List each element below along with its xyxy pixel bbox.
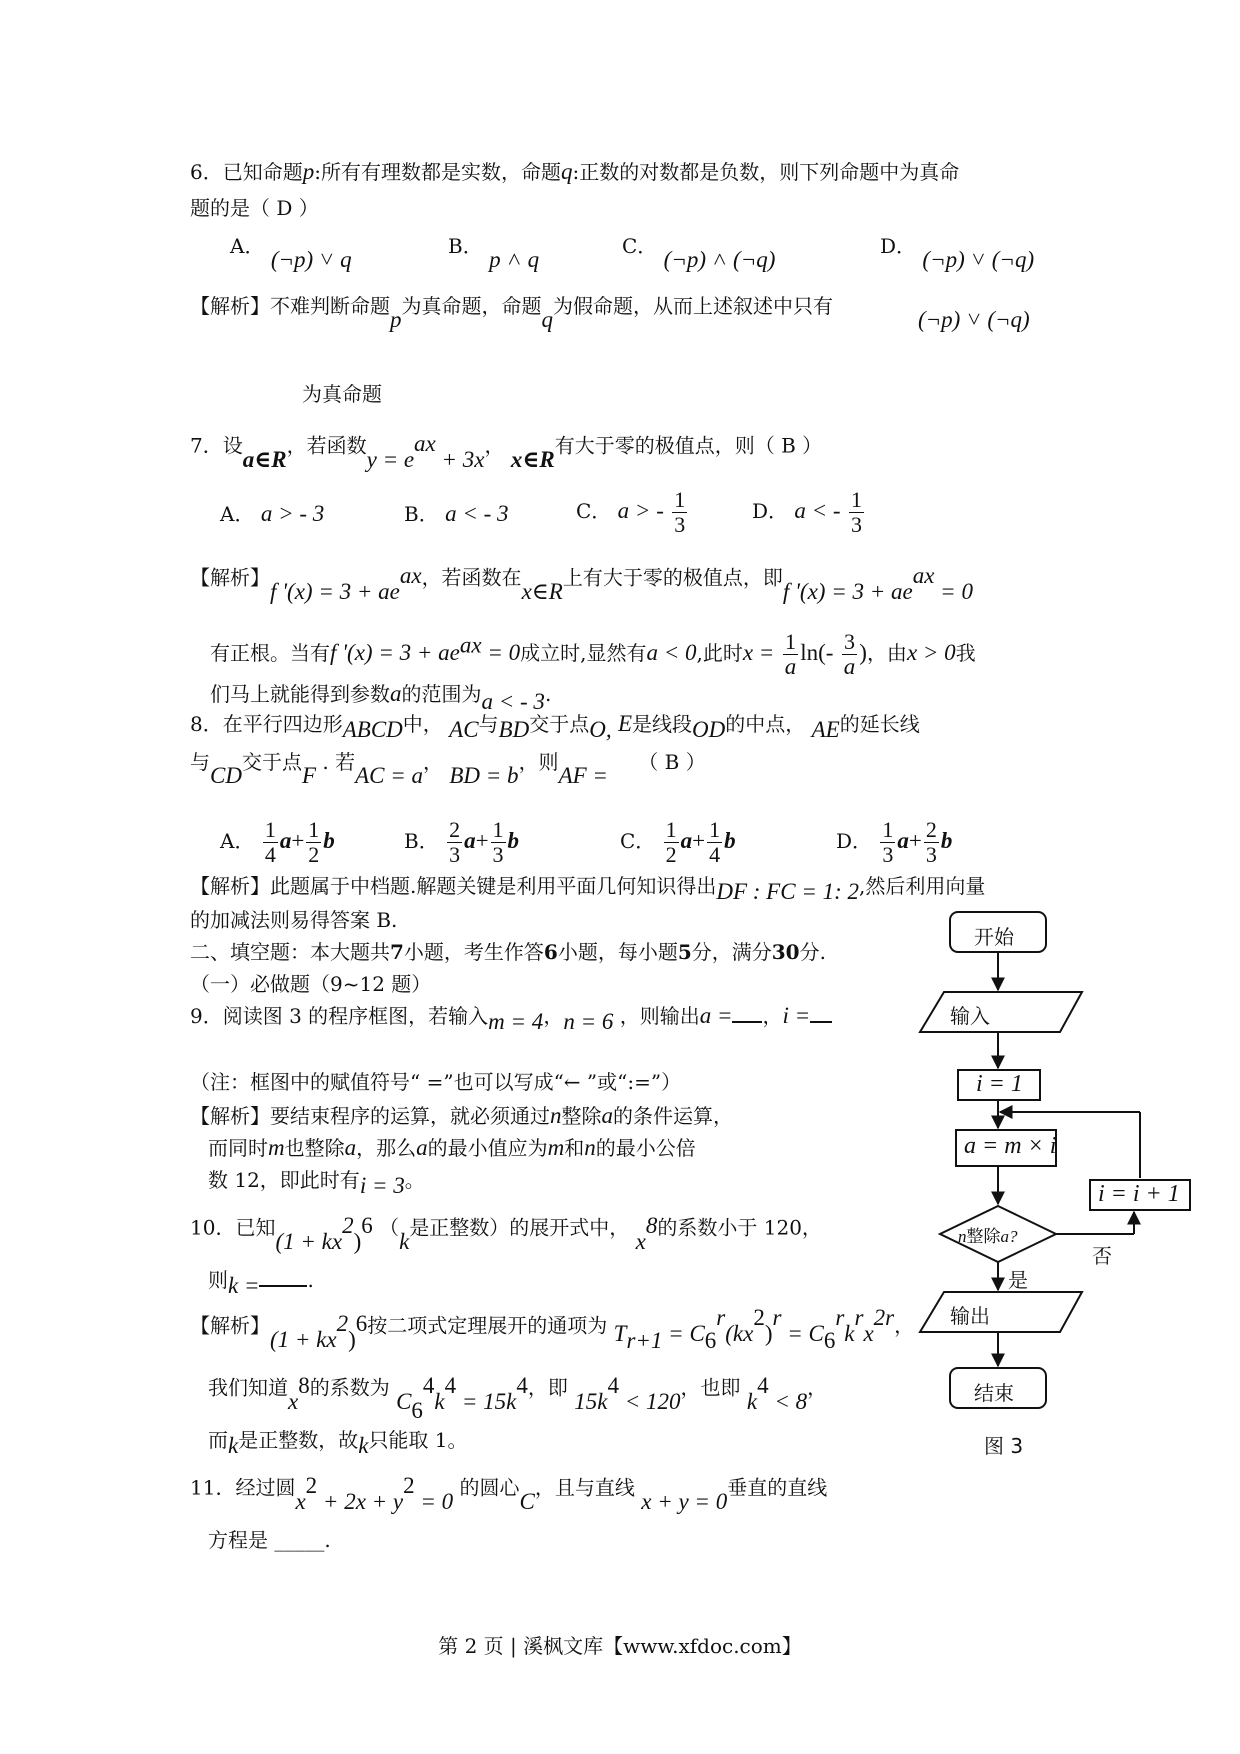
flowchart-end-label: 结束 [974, 1381, 1014, 1405]
q6-analysis-expr: (¬p) ˅ (¬q) [918, 307, 1030, 332]
q6-option-c: C． (¬p) ˄ (¬q) [622, 234, 776, 272]
section-2-heading: 二、填空题：本大题共7小题，考生作答6小题，每小题5分，满分30分. [190, 940, 826, 964]
flowchart-output-label: 输出 [950, 1304, 990, 1328]
q8-analysis-line1: 【解析】此题属于中档题.解题关键是利用平面几何知识得出DF : FC = 1: 2,然后利用向量 [190, 874, 986, 904]
flowchart-no-label: 否 [1092, 1244, 1112, 1268]
flowchart-init-label: i = 1 [976, 1071, 1023, 1097]
q7-analysis-line1: 【解析】f '$(x) = 3 + ae^{ax}$，若函数在x∈R上有大于零的极值点，即f '$(x) = 3 + ae^{ax} = 0$ [190, 563, 973, 604]
q10-stem: 10．已知$(1 + kx^2)^6$ （k是正整数）的展开式中， $x^8$的系数小于 120， [190, 1213, 822, 1254]
q7-analysis-line3: 们马上就能得到参数a的范围为a < - 3. [210, 681, 552, 714]
q9-note: （注：框图中的赋值符号“ =”也可以写成“← ”或“:=”） [190, 1070, 682, 1094]
q9-analysis-line3: 数 12，即此时有i = 3。 [208, 1168, 425, 1198]
q9-stem: 9．阅读图 3 的程序框图，若输入m = 4，n = 6 ，则输出a = ，i = [190, 1002, 832, 1030]
flowchart-input-node [920, 992, 1082, 1032]
q11-line2: 方程是 _____. [208, 1528, 331, 1552]
q9-analysis-line2: 而同时m也整除a，那么a的最小值应为m和n的最小公倍 [208, 1135, 696, 1160]
q7-option-b: B． a < - 3 [404, 501, 509, 526]
q8-option-c: C． $\frac{1}{2}$ a+ $\frac{1}{4}$ b [620, 817, 736, 867]
flowchart-output-node [920, 1292, 1082, 1332]
flowchart-decision-label: n整除a? [958, 1227, 1018, 1247]
q7-stem: 7．设a∈R，若函数$y = e^{ax} + 3x$， x∈R有大于零的极值点，则（ B ） [190, 431, 823, 472]
q8-option-d: D． $\frac{1}{3}$ a+ $\frac{2}{3}$ b [836, 817, 953, 867]
flowchart-yes-label: 是 [1008, 1268, 1028, 1292]
q6-option-b: B． p ˄ q [448, 234, 540, 272]
q10-analysis-line3: 而k是正整数，故k只能取 1。 [208, 1428, 468, 1458]
q6-analysis: 【解析】不难判断命题p为真命题，命题q为假命题，从而上述叙述中只有 [190, 294, 833, 332]
q8-analysis-line2: 的加减法则易得答案 B. [190, 908, 398, 932]
q6-option-a: A． (¬p) ˅ q [230, 234, 352, 272]
q11-stem: 11．经过圆$x^2 + 2x + y^2 = 0$ 的圆心C，且与直线 x + y = 0垂直的直线 [190, 1473, 828, 1514]
q7-option-c: C． a > - $\frac{1}{3}$ [576, 487, 686, 537]
flowchart-increment-label: i = i + 1 [1098, 1181, 1180, 1207]
q8-option-b: B． $\frac{2}{3}$ a+ $\frac{1}{3}$ b [404, 817, 520, 867]
q6-stem-line2: 题的是（ D ） [190, 196, 319, 220]
q10-line2: 则k = . [208, 1268, 314, 1298]
flowchart-assign-label: a = m × i [964, 1133, 1057, 1159]
q8-stem-line2: 与CD交于点F . 若AC = a， BD = b，则AF = （ B ） [190, 750, 706, 788]
flowchart-input-label: 输入 [950, 1004, 990, 1028]
subsection-required: （一）必做题（9~12 题） [190, 972, 432, 996]
q7-analysis-line2: 有正根。当有f '$(x) = 3 + ae^{ax} = 0$成立时,显然有a < 0,此时x = $\frac{1}{a}$ ln(- $\frac{3}{a}$ )，由x > 0我 [210, 629, 976, 679]
q6-stem-line1: 6．已知命题p:所有有理数都是实数，命题q:正数的对数都是负数，则下列命题中为真命 [190, 159, 960, 184]
q10-analysis-line2: 我们知道$x^8$的系数为 $C_6^4k^4 = 15k^4$，即 $15k^4 < 120$，也即 $k^4 < 8$， [208, 1373, 828, 1423]
flowchart-caption: 图 3 [984, 1434, 1024, 1458]
q7-option-d: D． a < - $\frac{1}{3}$ [752, 487, 862, 537]
q6-analysis-end: 为真命题 [302, 382, 382, 406]
q7-option-a: A． a > - 3 [220, 501, 325, 526]
q9-analysis-line1: 【解析】要结束程序的运算，就必须通过n整除a的条件运算， [190, 1103, 733, 1128]
q6-option-d: D． (¬p) ˅ (¬q) [880, 234, 1035, 272]
flowchart-figure [900, 900, 1210, 1480]
page-footer: 第 2 页 | 溪枫文库【www.xfdoc.com】 [438, 1634, 802, 1658]
q8-stem-line1: 8．在平行四边形ABCD中， AC与BD交于点O, E是线段OD的中点， AE的延长线 [190, 711, 920, 742]
q10-analysis-line1: 【解析】$(1 + kx^2)^6$按二项式定理展开的通项为 $T_{r+1} = C_6^r(kx^2)^r = C_6^rk^rx^{2r}$， [190, 1305, 915, 1353]
flowchart-start-label: 开始 [974, 925, 1014, 949]
q8-option-a: A． $\frac{1}{4}$ a+ $\frac{1}{2}$ b [220, 817, 335, 867]
